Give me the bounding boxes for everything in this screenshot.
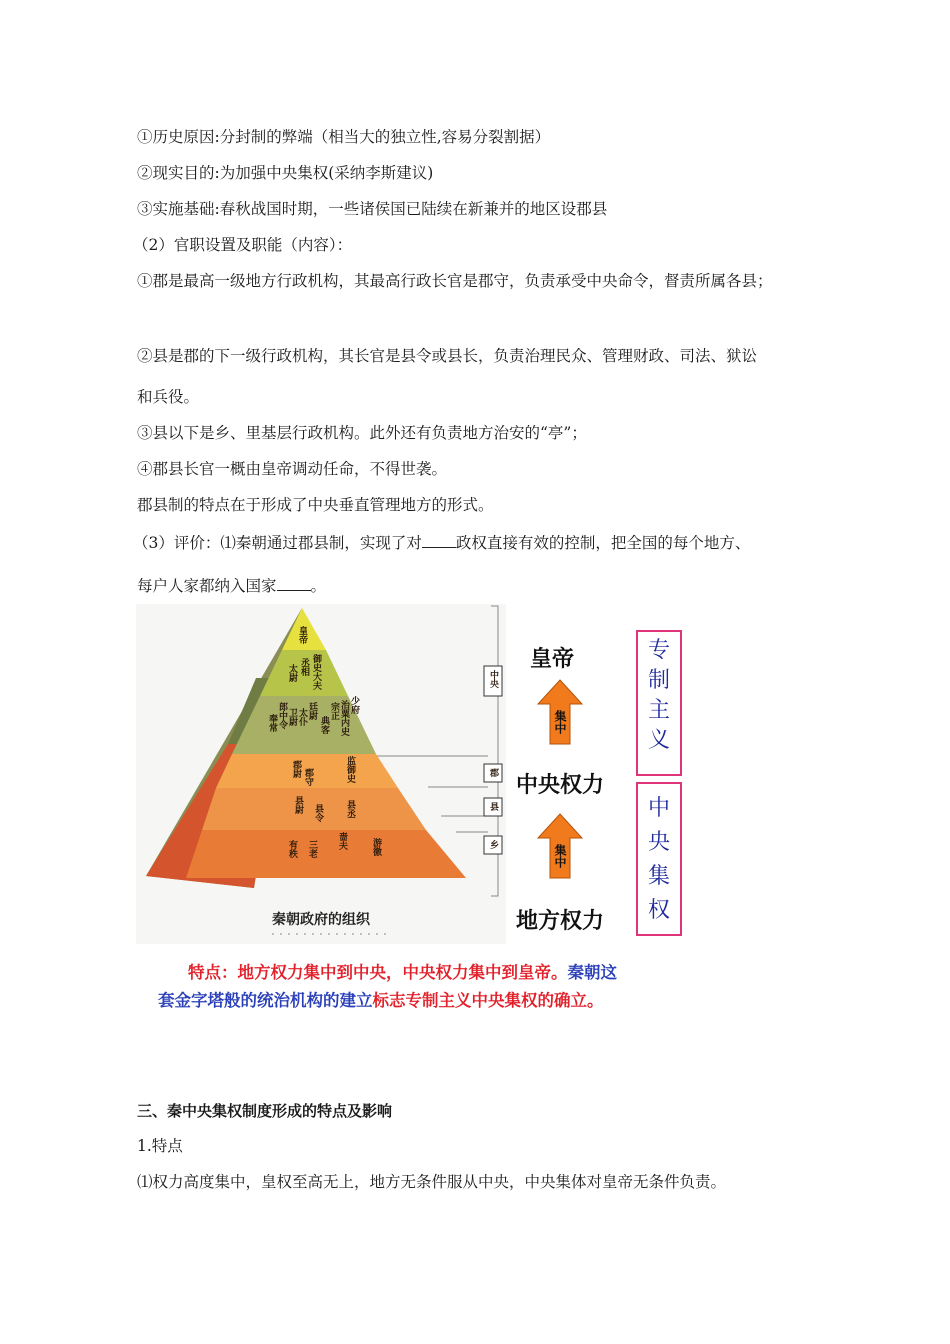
line-p6: ②县是郡的下一级行政机构，其长官是县令或县长，负责治理民众、管理财政、司法、狱讼 [137,347,758,365]
tier-label-tingwei: 廷尉 [307,702,317,720]
bracket-label-xian: 县 [488,802,498,811]
line-p2: ②现实目的:为加强中央集权(采纳李斯建议) [137,164,434,182]
tier-label-junwei: 郡尉 [291,760,301,778]
box-centralization-text: 中央集权 [647,796,670,923]
tier-label-xianwei: 县尉 [293,796,303,814]
tier-label-yushi: 御史大夫 [311,654,321,690]
tier-label-junshou: 郡守 [303,768,313,786]
tier-label-taipu: 太仆 [297,708,307,726]
pyramid-caption: 秦朝政府的组织 [272,912,370,928]
note-blue-2: 套金字塔般的统治机构的建立 [158,991,373,1010]
p12-text-a: 每户人家都纳入国家 [137,577,277,595]
line-p11 [133,533,750,553]
section3-item1: ⑴权力高度集中，皇权至高无上，地方无条件服从中央，中央集体对皇帝无条件负责。 [137,1173,727,1191]
label-emperor: 皇帝 [530,646,575,671]
arrow-up-bottom [536,812,584,880]
pyramid-svg [136,604,506,944]
line-p5: ①郡是最高一级地方行政机构，其最高行政长官是郡守，负责承受中央命令，督责所属各县； [137,272,773,290]
line-p12 [137,576,326,596]
p11-text-b: 政权直接有效的控制，把全国的每个地方、 [455,534,751,552]
arrow-label-bottom: 集中 [553,844,567,868]
tier-label-xiancheng: 县丞 [345,800,355,818]
bracket-label-xiang: 乡 [488,840,498,849]
section3-sub1: 1.特点 [137,1137,183,1155]
line-p4: （2）官职设置及职能（内容）： [133,236,353,254]
p12-text-b: 。 [310,577,327,595]
line-p8: ③县以下是乡、里基层行政机构。此外还有负责地方治安的“亭”； [137,424,587,442]
blank-1 [422,533,456,548]
tier-label-langzhongling: 郎中令 [277,702,287,729]
tier-label-youjiao: 游徼 [371,838,381,856]
tier-label-shaofu: 少府 [349,696,359,714]
tier-label-youzhi: 有秩 [287,840,297,858]
qin-government-figure [136,604,696,944]
p11-text-a: （3）评价：⑴秦朝通过郡县制，实现了对 [133,534,422,552]
tier-label-fengchang: 奉常 [267,714,277,732]
line-p1: ①历史原因:分封制的弊端（相当大的独立性,容易分裂割据） [137,128,551,146]
arrow-label-top: 集中 [553,710,567,734]
note-red-1: 特点：地方权力集中到中央，中央权力集中到皇帝。 [188,963,568,982]
arrow-up-top [536,678,584,746]
note-red-2: 标志专制主义中央集权的确立。 [372,991,604,1010]
blank-2 [277,576,311,591]
note-line-1 [188,962,617,984]
line-p3: ③实施基础:春秋战国时期，一些诸侯国已陆续在新兼并的地区设郡县 [137,200,608,218]
line-p9: ④郡县长官一概由皇帝调动任命，不得世袭。 [137,460,448,478]
tier-label-sefu: 啬夫 [337,832,347,850]
tier-label-dianke: 典客 [319,716,329,734]
tier-6-xiang [186,830,466,878]
tier-label-taiwei: 太尉 [287,664,297,682]
tier-label-zongzheng: 宗正 [329,702,339,720]
label-central-power: 中央权力 [516,772,605,797]
note-blue-1: 秦朝这 [567,963,617,982]
label-local-power: 地方权力 [516,908,605,933]
tier-label-chengxiang: 丞相 [299,658,309,676]
bracket-label-jun: 郡 [488,768,498,777]
tier-label-zhisu: 治粟内史 [339,700,349,736]
tier-label-weiwei: 卫尉 [287,708,297,726]
box-centralization [636,782,682,936]
tier-label-sanlao: 三老 [307,840,317,858]
line-p10: 郡县制的特点在于形成了中央垂直管理地方的形式。 [137,496,494,514]
note-line-2 [158,990,604,1012]
tier-label-jianyushi: 监御史 [345,756,355,783]
tier-label-xianling: 县令 [313,804,323,822]
box-autocracy-text: 专制主义 [647,638,670,753]
bracket-label-central: 中央 [488,670,498,688]
box-autocracy [636,630,682,776]
line-p7: 和兵役。 [137,388,200,406]
pyramid-image [136,604,506,944]
tier-label-emperor: 皇帝 [297,626,307,644]
section3-heading: 三、秦中央集权制度形成的特点及影响 [137,1102,393,1120]
